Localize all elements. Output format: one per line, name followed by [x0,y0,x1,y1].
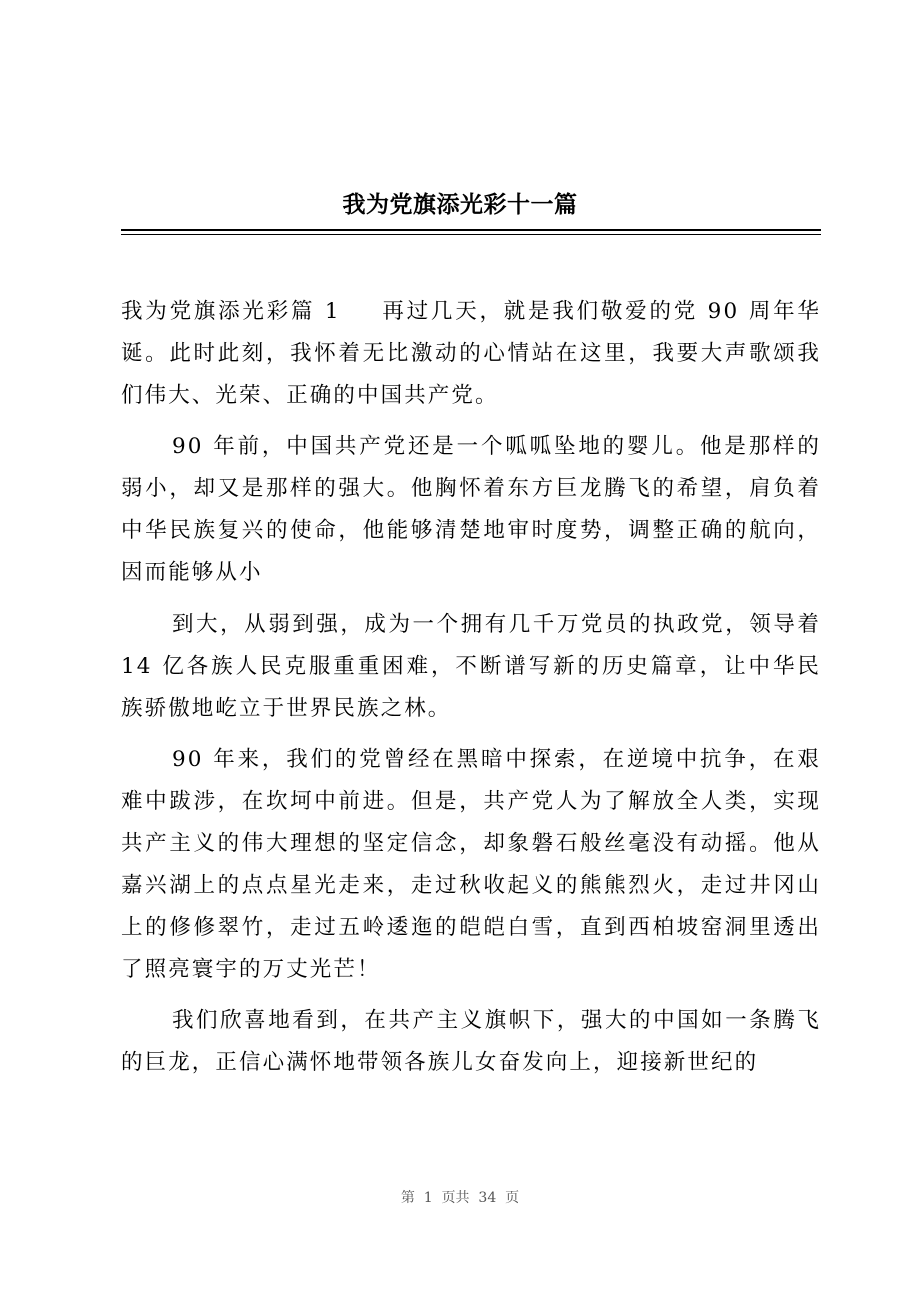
section-heading: 我为党旗添光彩篇 1 [121,299,341,324]
paragraph-2: 90 年前，中国共产党还是一个呱呱坠地的婴儿。他是那样的弱小，却又是那样的强大。他胸怀着东方巨龙腾飞的希望，肩负着中华民族复兴的使命，他能够清楚地审时度势，调整正确的航向，因而能够从小 [121,434,821,586]
paragraph-1 [121,291,821,417]
title-underline-thin [121,234,821,235]
page-number: 第 1 页共 34 页 [400,1190,520,1206]
paragraph-4: 90 年来，我们的党曾经在黑暗中探索，在逆境中抗争，在艰难中跋涉，在坎坷中前进。但是，共产党人为了解放全人类，实现共产主义的伟大理想的坚定信念，却象磐石般丝毫没有动摇。他从嘉兴湖上的点点星光走来，走过秋收起义的熊熊烈火，走过井冈山上的修修翠竹，走过五岭逶迤的皑皑白雪，直到西柏坡窑洞里透出了照亮寰宇的万丈光芒！ [121,746,821,982]
paragraph-3: 到大，从弱到强，成为一个拥有几千万党员的执政党，领导着 14 亿各族人民克服重重困难，不断谱写新的历史篇章，让中华民族骄傲地屹立于世界民族之林。 [121,611,821,721]
title-underline-thick [121,229,821,231]
paragraph-5: 我们欣喜地看到，在共产主义旗帜下，强大的中国如一条腾飞的巨龙，正信心满怀地带领各族儿女奋发向上，迎接新世纪的 [121,1008,821,1076]
paragraph-text: 再过几天，就是我们敬爱的党 90 周年华诞。此时此刻，我怀着无比激动的心情站在这里，我要大声歌颂我们伟大、光荣、正确的中国共产党。 [121,299,822,408]
document-body [121,291,821,1093]
document-title: 我为党旗添光彩十一篇 [342,191,578,218]
